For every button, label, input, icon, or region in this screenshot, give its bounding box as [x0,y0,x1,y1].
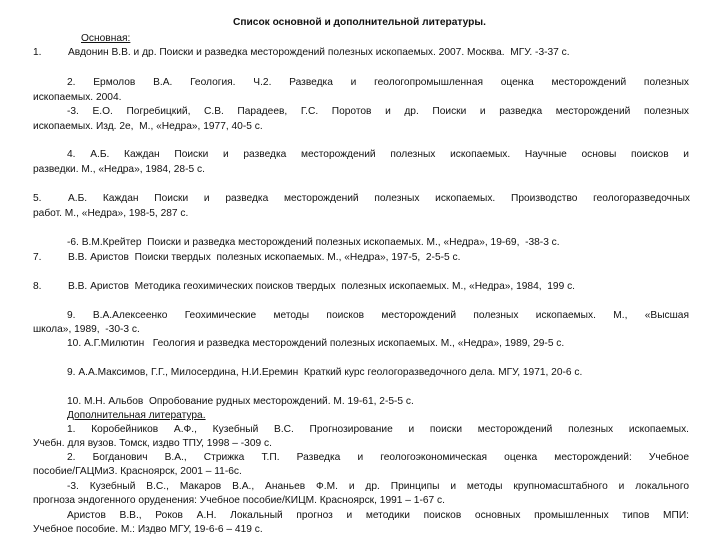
additional-2-line-2: пособие/ГАЦМиЗ. Красноярск, 2001 – 11-6с. [33,466,242,477]
entry-12-text: 10. М.Н. Альбов Опробование рудных месторождений. М. 19-61, 2-5-5 с. [67,396,414,407]
entry-7-text: В.В. Аристов Поиски твердых полезных ископаемых. М., «Недра», 197-5, 2-5-5 с. [68,252,461,263]
entry-4-line-2: разведки. М., «Недра», 1984, 28-5 с. [33,164,205,175]
additional-3-line-1: -3. Кузебный В.С., Макаров В.А., Ананьев Ф.М. и др. Принципы и методы крупномасштабного и локального [67,481,689,492]
entry-2-line-1: 2. Ермолов В.А. Геология. Ч.2. Разведка и геологопромышленная оценка месторождений полезных [67,77,689,88]
entry-7-number: 7. [33,252,42,263]
main-literature-heading: Основная: [81,33,131,44]
additional-1-line-1: 1. Коробейников А.Ф., Кузебный В.С. Прогнозирование и поиски месторождений полезных ископаемых. [67,424,689,435]
additional-3-line-2: прогноза эндогенного оруденения: Учебное пособие/КИЦМ. Красноярск, 1991 – 1-67 с. [33,495,445,506]
entry-9-line-1: 9. В.А.Алексеенко Геохимические методы поисков месторождений полезных ископаемых. М., «Высшая [67,310,689,321]
entry-2-line-2: ископаемых. 2004. [33,92,122,103]
entry-5-number: 5. [33,193,42,204]
entry-1-text: Авдонин В.В. и др. Поиски и разведка месторождений полезных ископаемых. 2007. Москва. МГУ. -3-37 с. [68,47,570,58]
entry-3-line-2: ископаемых. Изд. 2е, М., «Недра», 1977, 40-5 с. [33,121,263,132]
entry-1-number: 1. [33,47,42,58]
additional-4-line-1: Аристов В.В., Роков А.Н. Локальный прогноз и методики поисков основных промышленных типов МПИ: [67,510,689,521]
additional-1-line-2: Учебн. для вузов. Томск, издво ТПУ, 1998 – -309 с. [33,438,272,449]
entry-6-text: -6. В.М.Крейтер Поиски и разведка месторождений полезных ископаемых. М., «Недра», 19-69, -38-3 с. [67,237,560,248]
entry-11-text: 9. А.А.Максимов, Г.Г., Милосердина, Н.И.Еремин Краткий курс геологоразведочного дела. МГУ, 1971, 20-6 с. [67,367,583,378]
document-title: Список основной и дополнительной литературы. [233,17,486,28]
entry-9-line-2: школа», 1989, -30-3 с. [33,324,140,335]
additional-4-line-2: Учебное пособие. М.: Издво МГУ, 19-6-6 – 419 с. [33,524,263,535]
entry-3-line-1: -3. Е.О. Погребицкий, С.В. Парадеев, Г.С. Поротов и др. Поиски и разведка месторождений полезных [67,106,689,117]
entry-5-line-2: работ. М., «Недра», 198-5, 287 с. [33,208,189,219]
entry-5-line-1: А.Б. Каждан Поиски и разведка месторождений полезных ископаемых. Производство геологоразведочных [68,193,690,204]
additional-literature-heading: Дополнительная литература. [67,410,206,421]
entry-4-line-1: 4. А.Б. Каждан Поиски и разведка месторождений полезных ископаемых. Научные основы поисков и [67,149,689,160]
entry-8-text: В.В. Аристов Методика геохимических поисков твердых полезных ископаемых. М., «Недра», 1984, 199 с. [68,281,575,292]
additional-2-line-1: 2. Богданович В.А., Стрижка Т.П. Разведка и геологоэкономическая оценка месторождений: Учебное [67,452,689,463]
entry-10-text: 10. А.Г.Милютин Геология и разведка месторождений полезных ископаемых. М., «Недра», 1989, 29-5 с. [67,338,565,349]
entry-8-number: 8. [33,281,42,292]
